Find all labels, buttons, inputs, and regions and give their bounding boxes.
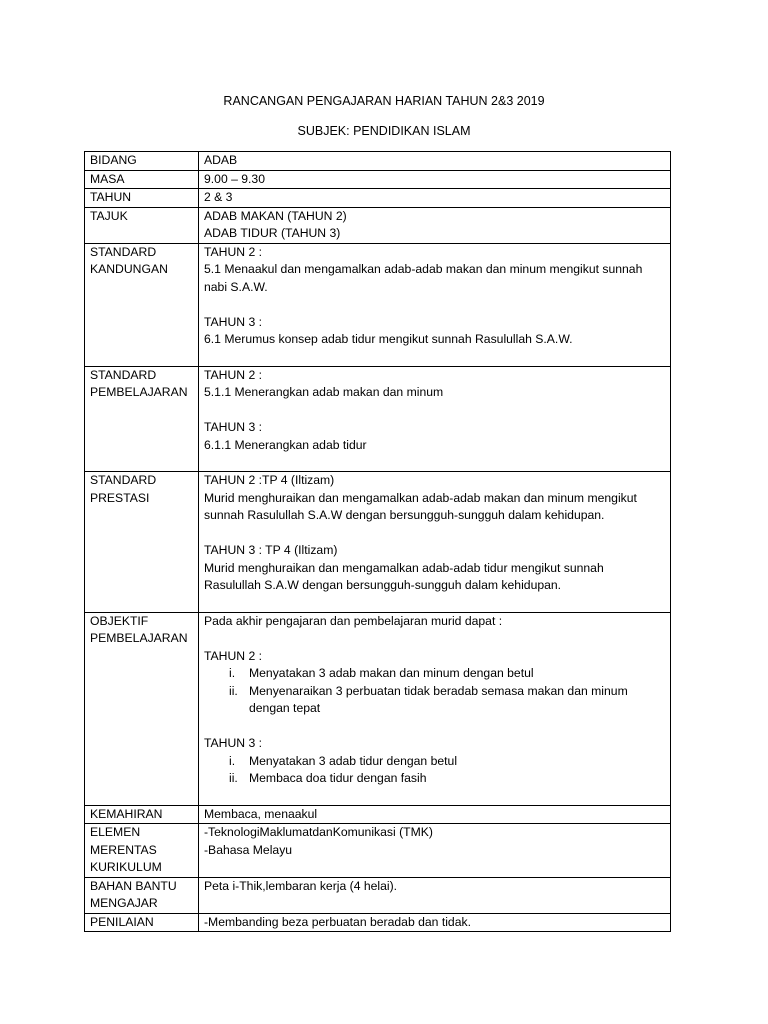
sp-tahun2-text: 5.1.1 Menerangkan adab makan dan minum	[204, 385, 444, 399]
spr-tahun3-line: Rasulullah S.A.W dengan bersungguh-sungguh dalam kehidupan.	[204, 578, 562, 592]
row-bahan-bantu-mengajar	[85, 877, 671, 913]
emk-line: -TeknologiMaklumatdanKomunikasi (TMK)	[204, 825, 433, 839]
label-bahan-bantu-mengajar	[85, 877, 199, 913]
row-tajuk	[85, 207, 671, 243]
tahun2-heading: TAHUN 2 :	[204, 648, 263, 663]
value-standard-prestasi	[199, 472, 671, 613]
label-bidang: BIDANG	[85, 152, 199, 171]
emk-line: -Bahasa Melayu	[204, 842, 293, 857]
label-standard-kandungan	[85, 243, 199, 366]
row-kemahiran	[85, 805, 671, 824]
list-item	[204, 665, 666, 683]
label-line: PEMBELAJARAN	[90, 385, 188, 399]
label-line: MERENTAS	[90, 842, 157, 857]
document-subject: SUBJEK: PENDIDIKAN ISLAM	[297, 124, 471, 138]
value-penilaian: -Membanding beza perbuatan beradab dan tidak.	[199, 913, 671, 932]
value-elemen-merentas-kurikulum	[199, 824, 671, 878]
objektif-intro: Pada akhir pengajaran dan pembelajaran murid dapat :	[204, 613, 503, 628]
value-standard-pembelajaran	[199, 366, 671, 472]
sk-tahun3-line: 6.1 Merumus konsep adab tidur mengikut sunnah Rasulullah S.A.W.	[204, 332, 573, 346]
tahun2-heading: TAHUN 2 :	[204, 244, 263, 259]
row-masa	[85, 170, 671, 189]
row-tahun	[85, 189, 671, 208]
document-title: RANCANGAN PENGAJARAN HARIAN TAHUN 2&3 2019	[223, 94, 545, 108]
list-item	[204, 770, 666, 788]
row-standard-kandungan	[85, 243, 671, 366]
value-objektif-pembelajaran	[199, 612, 671, 805]
sk-tahun2-line: 5.1 Menaakul dan mengamalkan adab-adab makan dan minum mengikut sunnah	[204, 262, 643, 276]
list-item-text: Menyenaraikan 3 perbuatan tidak beradab semasa makan dan minum	[249, 683, 628, 698]
spr-tahun2-line: sunnah Rasulullah S.A.W dengan bersungguh-sungguh dalam kehidupan.	[204, 508, 605, 522]
list-item-text: dengan tepat	[249, 701, 321, 715]
label-line: STANDARD	[90, 367, 157, 382]
spr-tahun2-line: Murid menghuraikan dan mengamalkan adab-adab makan dan minum mengikut	[204, 490, 637, 505]
value-standard-kandungan	[199, 243, 671, 366]
list-item	[204, 753, 666, 771]
label-tahun: TAHUN	[85, 189, 199, 208]
lesson-plan-table	[84, 151, 671, 932]
value-bidang: ADAB	[199, 152, 671, 171]
label-line: BAHAN BANTU	[90, 878, 177, 893]
label-masa: MASA	[85, 170, 199, 189]
label-standard-prestasi	[85, 472, 199, 613]
tahun3-heading: TAHUN 3 :	[204, 314, 263, 329]
label-line: PRESTASI	[90, 490, 150, 505]
label-line: STANDARD	[90, 473, 157, 487]
list-number: ii.	[229, 683, 238, 698]
sk-tahun2-line: nabi S.A.W.	[204, 279, 268, 294]
row-objektif-pembelajaran	[85, 612, 671, 805]
label-line: KURIKULUM	[90, 860, 162, 874]
label-line: OBJEKTIF	[90, 613, 149, 628]
row-penilaian	[85, 913, 671, 932]
row-standard-pembelajaran	[85, 366, 671, 472]
list-number: ii.	[229, 771, 238, 785]
label-line: ELEMEN	[90, 825, 141, 839]
tahun2-heading: TAHUN 2 :TP 4 (Iltizam)	[204, 473, 335, 487]
row-elemen-merentas-kurikulum	[85, 824, 671, 878]
label-penilaian: PENILAIAN	[85, 913, 199, 932]
label-tajuk: TAJUK	[85, 207, 199, 243]
value-tajuk	[199, 207, 671, 243]
list-item-text: Menyatakan 3 adab makan dan minum dengan betul	[249, 666, 534, 680]
spr-tahun3-line: Murid menghuraikan dan mengamalkan adab-adab tidur mengikut sunnah	[204, 560, 604, 575]
row-bidang	[85, 152, 671, 171]
label-line: MENGAJAR	[90, 896, 158, 910]
value-bahan-bantu-mengajar: Peta i-Thik,lembaran kerja (4 helai).	[199, 877, 671, 913]
row-standard-prestasi	[85, 472, 671, 613]
list-number: i.	[229, 753, 236, 768]
tahun2-heading: TAHUN 2 :	[204, 367, 263, 382]
label-line: PEMBELAJARAN	[90, 631, 188, 645]
label-elemen-merentas-kurikulum	[85, 824, 199, 878]
sp-tahun3-text: 6.1.1 Menerangkan adab tidur	[204, 437, 367, 452]
value-kemahiran: Membaca, menaakul	[199, 805, 671, 824]
tajuk-line: ADAB MAKAN (TAHUN 2)	[204, 208, 347, 223]
label-objektif-pembelajaran	[85, 612, 199, 805]
list-item-text: Menyatakan 3 adab tidur dengan betul	[249, 753, 458, 768]
label-kemahiran: KEMAHIRAN	[85, 805, 199, 824]
list-number: i.	[229, 666, 236, 680]
list-item-text: Membaca doa tidur dengan fasih	[249, 771, 427, 785]
tahun3-heading: TAHUN 3 :	[204, 736, 263, 750]
tahun3-heading: TAHUN 3 :	[204, 420, 263, 434]
list-item	[204, 683, 666, 718]
label-line: KANDUNGAN	[90, 262, 168, 276]
tajuk-line: ADAB TIDUR (TAHUN 3)	[204, 226, 341, 240]
label-standard-pembelajaran	[85, 366, 199, 472]
value-tahun: 2 & 3	[199, 189, 671, 208]
label-line: STANDARD	[90, 244, 157, 259]
value-masa: 9.00 – 9.30	[199, 170, 671, 189]
tahun3-heading: TAHUN 3 : TP 4 (Iltizam)	[204, 543, 338, 557]
